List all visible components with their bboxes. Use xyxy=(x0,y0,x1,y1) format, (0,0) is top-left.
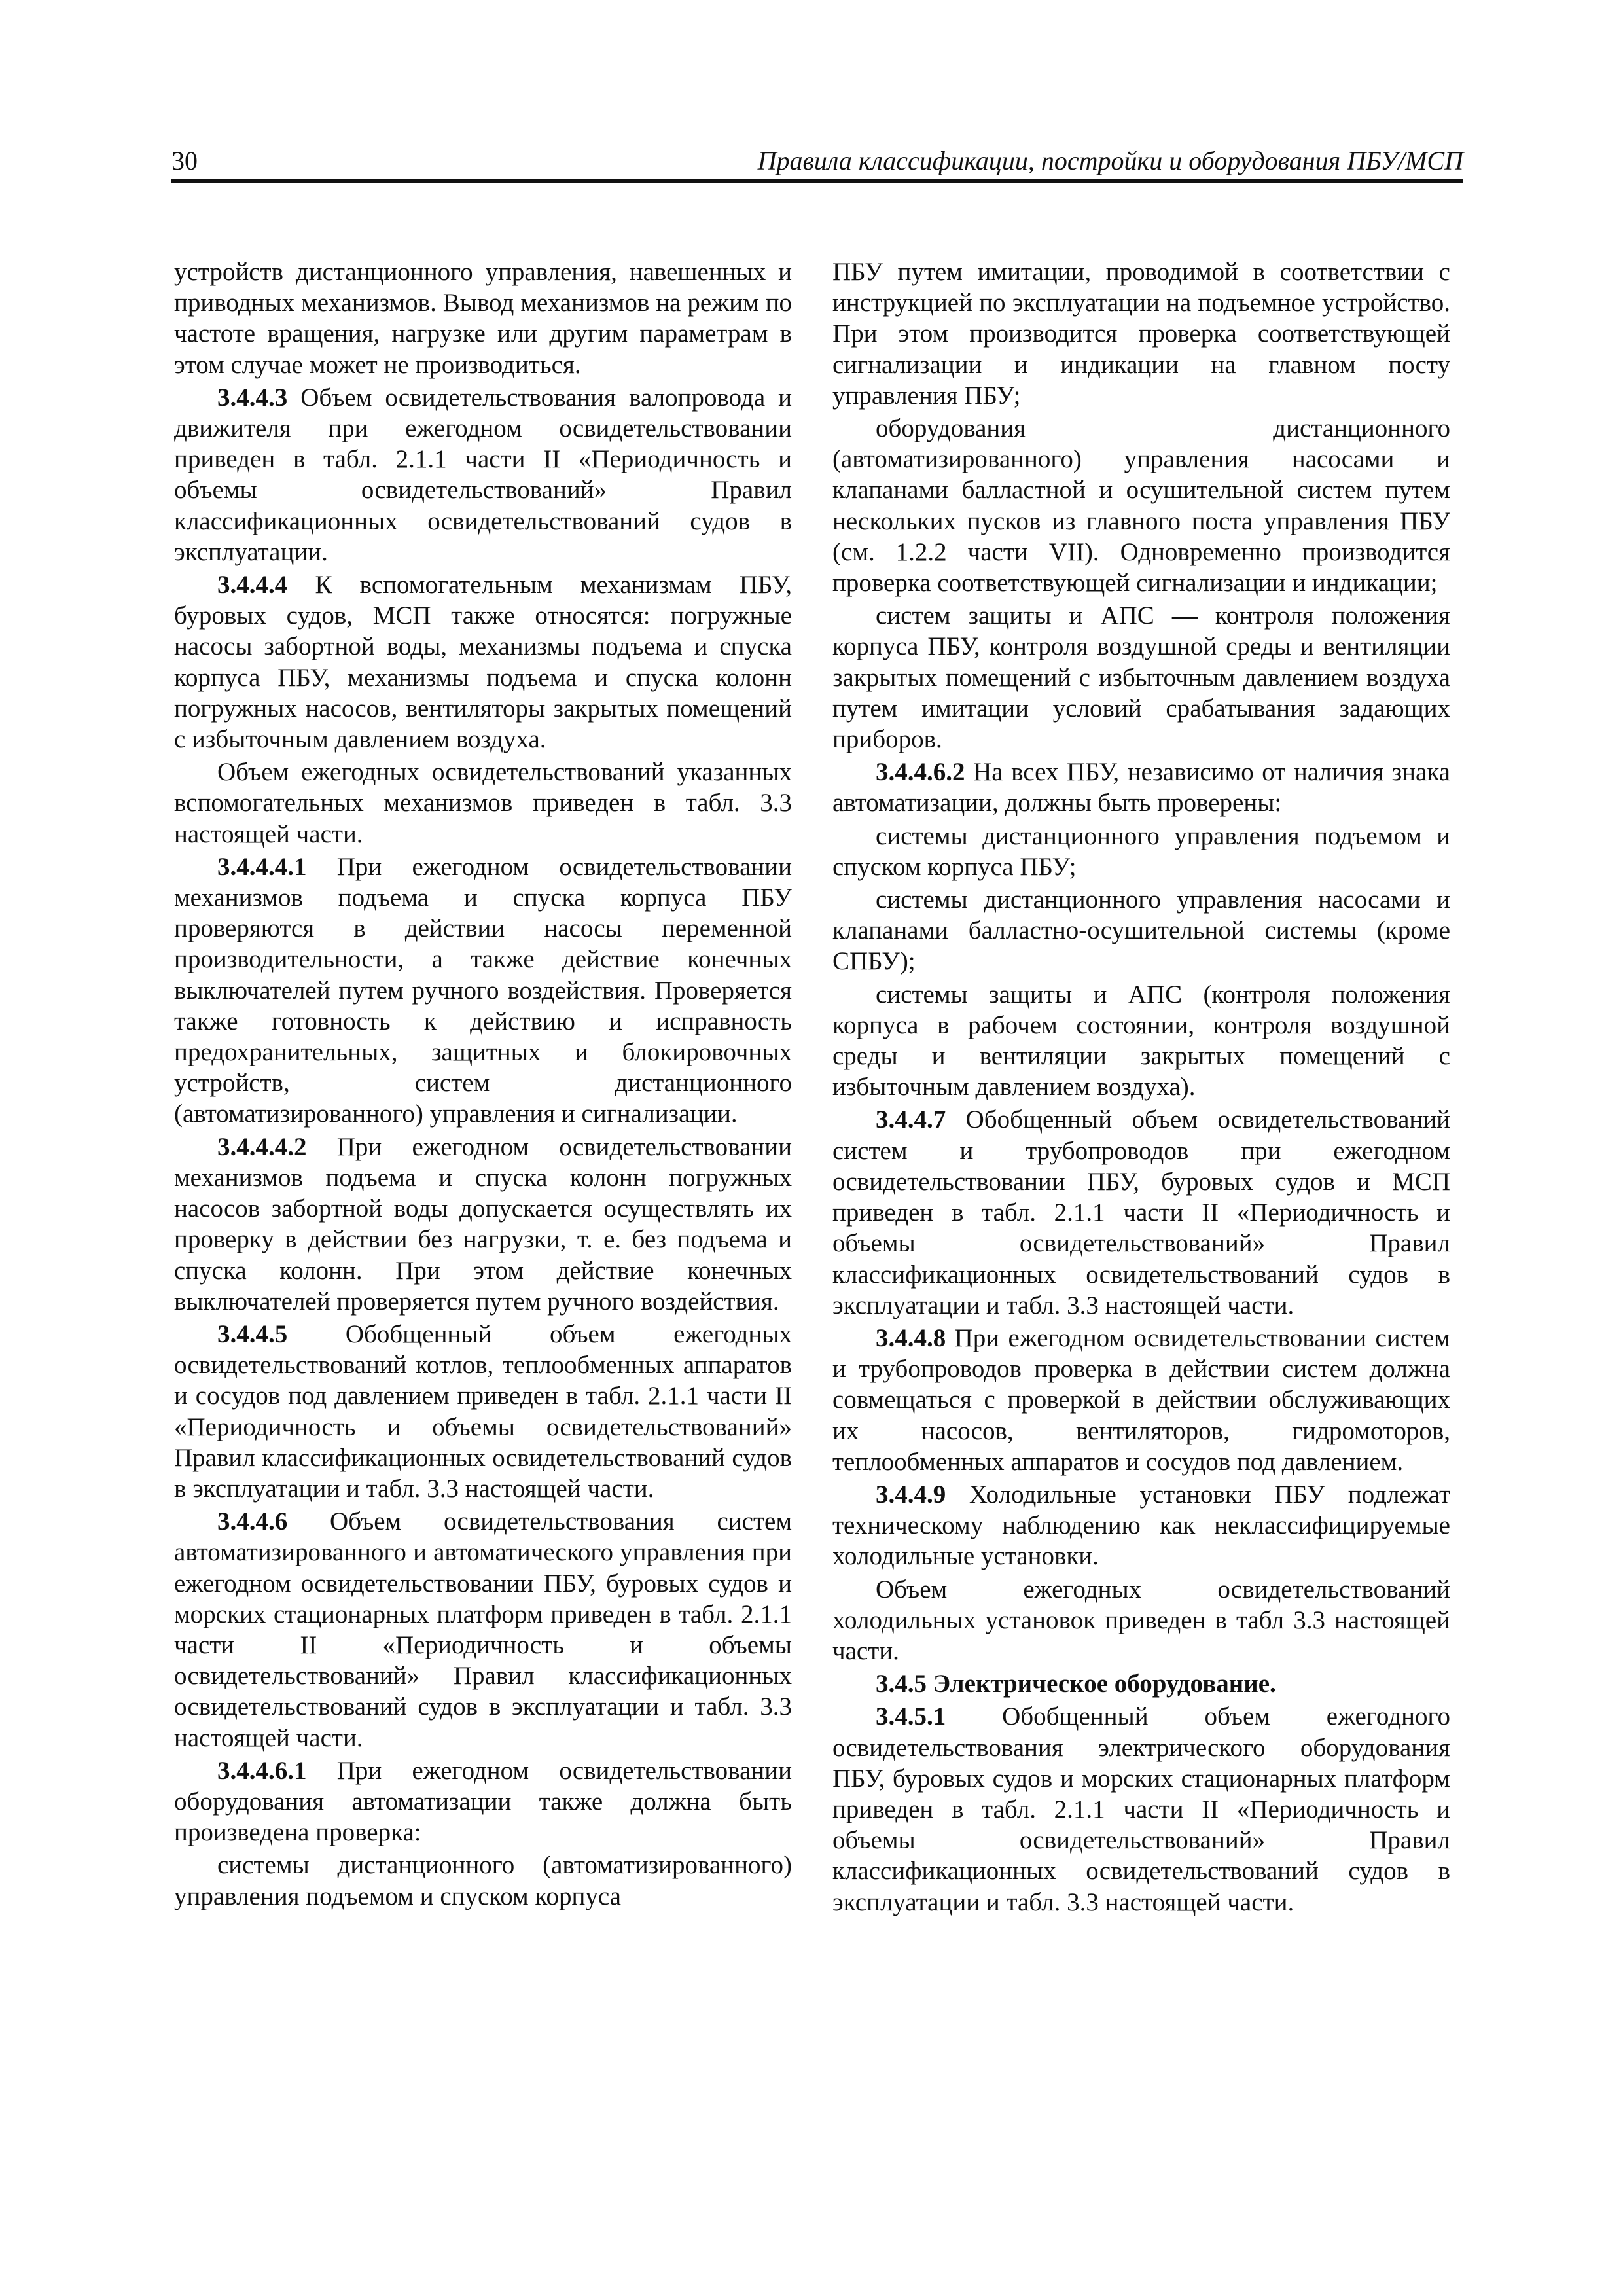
paragraph xyxy=(174,1506,792,1753)
clause-number: 3.4.5 xyxy=(876,1670,927,1698)
paragraph-text: На всех ПБУ, независимо от наличия знака автоматизации, должны быть проверены: xyxy=(832,758,1450,817)
left-column xyxy=(174,257,792,1914)
paragraph xyxy=(832,979,1450,1103)
paragraph xyxy=(174,569,792,755)
paragraph xyxy=(174,1132,792,1317)
paragraph-text: При ежегодном освидетельствовании оборудования автоматизации также должна быть произведена проверка: xyxy=(174,1756,792,1847)
paragraph xyxy=(832,1574,1450,1667)
page-header xyxy=(171,139,1463,183)
paragraph-text: При ежегодном освидетельствовании систем и трубопроводов проверка в действии систем должна совмещаться с проверкой в действии обслуживающих их насосов, вентиляторов, гидромоторов, теплообменных аппаратов и сосудов под давлением. xyxy=(832,1323,1450,1476)
clause-number: 3.4.4.6.2 xyxy=(876,758,965,787)
section-heading xyxy=(832,1668,1450,1699)
paragraph-text: устройств дистанционного управления, навешенных и приводных механизмов. Вывод механизмов на режим по частоте вращения, нагрузке или другим параметрам в этом случае может не производиться. xyxy=(174,258,792,379)
paragraph-text: систем защиты и АПС — контроля положения корпуса ПБУ, контроля воздушной среды и вентиляции закрытых помещений с избыточным давлением воздуха путем имитации условий срабатывания задающих приборов. xyxy=(832,601,1450,754)
paragraph xyxy=(174,257,792,380)
paragraph xyxy=(174,757,792,850)
paragraph-text: оборудования дистанционного (автоматизированного) управления насосами и клапанами балластной и осушительной систем путем нескольких пусков из главного поста управления ПБУ (см. 1.2.2 части VII). Одновременно производится проверка соответствующей сигнализации и индикации; xyxy=(832,414,1450,598)
paragraph xyxy=(832,1479,1450,1572)
running-title: Правила классификации, постройки и оборудования ПБУ/МСП xyxy=(757,146,1463,175)
paragraph-text: Объем ежегодных освидетельствований указанных вспомогательных механизмов приведен в табл. 3.3 настоящей части. xyxy=(174,758,792,848)
clause-number: 3.4.5.1 xyxy=(876,1702,946,1731)
paragraph-text: Объем освидетельствования валопровода и движителя при ежегодном освидетельствовании приведен в табл. 2.1.1 части II «Периодичность и объемы освидетельствований» Правил классификационных освидетельствований судов в эксплуатации. xyxy=(174,383,793,566)
right-column xyxy=(832,257,1450,1920)
clause-number: 3.4.4.7 xyxy=(876,1105,946,1134)
paragraph-text: Объем освидетельствования систем автоматизированного и автоматического управления при ежегодном освидетельствовании ПБУ, буровых судов и морских стационарных платформ приведен в табл. 2.1.1 части II «Периодичность и объемы освидетельствований» Правил классификационных освидетельствований судов в эксплуатации и табл. 3.3 настоящей части. xyxy=(174,1507,793,1752)
paragraph-text: При ежегодном освидетельствовании механизмов подъема и спуска корпуса ПБУ проверяются в действии насосы переменной производительности, а также действие конечных выключателей путем ручного воздействия. Проверяется также готовность к действию и исправность предохранительных, защитных и блокировочных устройств, систем дистанционного (автоматизированного) управления и сигнализации. xyxy=(174,852,792,1128)
paragraph xyxy=(174,1319,792,1504)
clause-number: 3.4.4.4.2 xyxy=(217,1132,307,1161)
paragraph-text: При ежегодном освидетельствовании механизмов подъема и спуска колонн погружных насосов забортной воды допускается осуществлять их проверку в действии без нагрузки, т. е. без подъема и спуска колонн. При этом действие конечных выключателей проверяется путем ручного воздействия. xyxy=(174,1132,792,1316)
paragraph xyxy=(832,884,1450,977)
paragraph-text: системы дистанционного управления насосами и клапанами балластно-осушительной системы (кроме СПБУ); xyxy=(832,886,1450,976)
paragraph xyxy=(832,757,1450,818)
paragraph xyxy=(174,382,792,567)
paragraph-text: ПБУ путем имитации, проводимой в соответствии с инструкцией по эксплуатации на подъемное устройство. При этом производится проверка соответствующей сигнализации и индикации на главном посту управления ПБУ; xyxy=(832,258,1450,410)
clause-number: 3.4.4.5 xyxy=(217,1319,288,1348)
paragraph-text: Холодильные установки ПБУ подлежат техническому наблюдению как неклассифицируемые холодильные установки. xyxy=(832,1480,1451,1571)
page-number: 30 xyxy=(171,146,198,175)
clause-number: 3.4.4.6 xyxy=(217,1507,288,1536)
paragraph xyxy=(174,1850,792,1911)
paragraph xyxy=(832,413,1450,598)
paragraph xyxy=(174,1755,792,1848)
paragraph xyxy=(832,1701,1450,1917)
clause-number: 3.4.4.6.1 xyxy=(217,1756,307,1785)
clause-number: 3.4.4.4.1 xyxy=(217,852,307,881)
paragraph xyxy=(832,600,1450,755)
paragraph xyxy=(174,852,792,1130)
paragraph-text: Обобщенный объем ежегодного освидетельствования электрического оборудования ПБУ, буровых судов и морских стационарных платформ приведен в табл. 2.1.1 части II «Периодичность и объемы освидетельствований» Правил классификационных освидетельствований судов в эксплуатации и табл. 3.3 настоящей части. xyxy=(832,1702,1450,1916)
paragraph-text: системы дистанционного (автоматизированного) управления подъемом и спуском корпуса xyxy=(174,1851,792,1910)
paragraph-text: Обобщенный объем освидетельствований систем и трубопроводов при ежегодном освидетельствовании ПБУ, буровых судов и МСП приведен в табл. 2.1.1 части II «Периодичность и объемы освидетельствований» Правил классификационных освидетельствований судов в эксплуатации и табл. 3.3 настоящей части. xyxy=(832,1105,1450,1319)
paragraph xyxy=(832,821,1450,882)
paragraph xyxy=(832,1323,1450,1477)
paragraph-text: Объем ежегодных освидетельствований холодильных установок приведен в табл 3.3 настоящей части. xyxy=(832,1575,1450,1665)
paragraph-text: системы защиты и АПС (контроля положения корпуса в рабочем состоянии, контроля воздушной среды и вентиляции закрытых помещений с избыточным давлением воздуха). xyxy=(832,980,1450,1102)
paragraph-text: Обобщенный объем ежегодных освидетельствований котлов, теплообменных аппаратов и сосудов под давлением приведен в табл. 2.1.1 части II «Периодичность и объемы освидетельствований» Правил классификационных освидетельствований судов в эксплуатации и табл. 3.3 настоящей части. xyxy=(174,1319,793,1503)
clause-number: 3.4.4.4 xyxy=(217,571,288,600)
clause-number: 3.4.4.9 xyxy=(876,1480,946,1509)
clause-number: 3.4.4.8 xyxy=(876,1323,946,1352)
paragraph xyxy=(832,1104,1450,1320)
paragraph-text: К вспомогательным механизмам ПБУ, буровых судов, МСП также относятся: погружные насосы забортной воды, механизмы подъема и спуска корпуса ПБУ, механизмы подъема и спуска колонн погружных насосов, вентиляторы закрытых помещений с избыточным давлением воздуха. xyxy=(174,571,792,754)
paragraph-text: системы дистанционного управления подъемом и спуском корпуса ПБУ; xyxy=(832,821,1450,881)
paragraph xyxy=(832,257,1450,411)
paragraph-text: Электрическое оборудование. xyxy=(933,1670,1276,1698)
clause-number: 3.4.4.3 xyxy=(217,383,288,412)
